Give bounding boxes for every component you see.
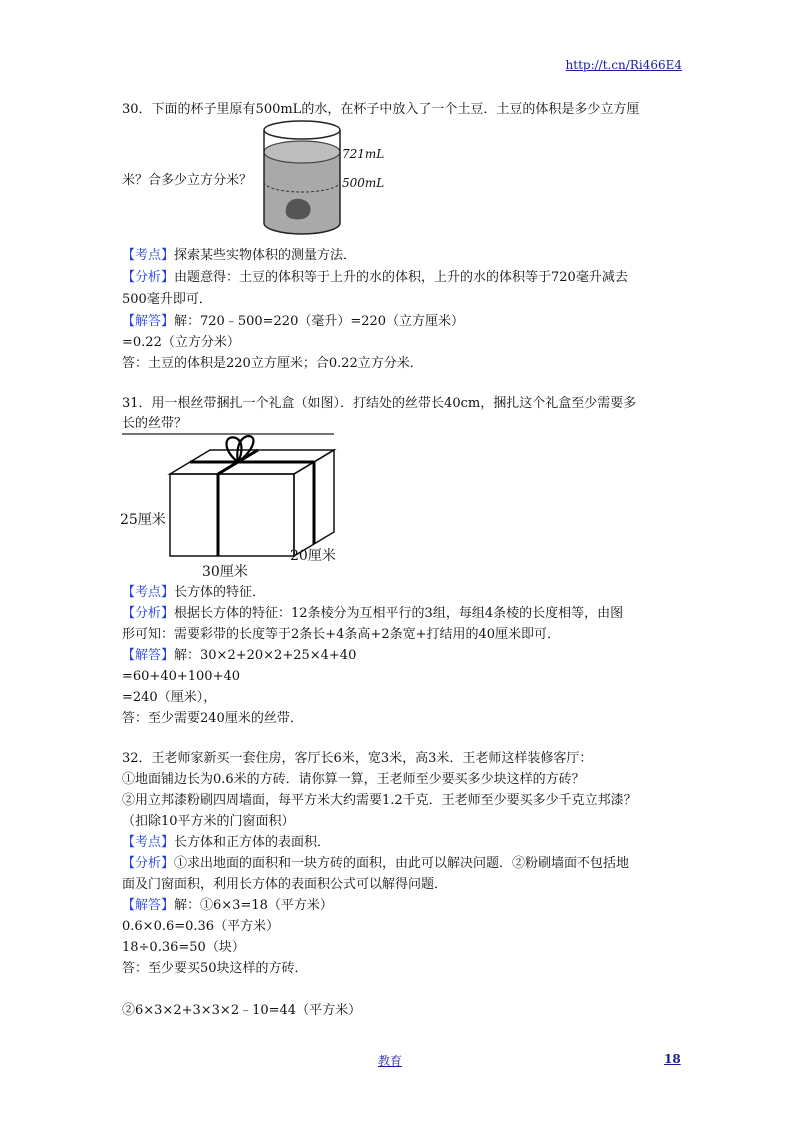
q31-answer: 答：至少需要240厘米的丝带． xyxy=(122,711,303,726)
cup-figure xyxy=(258,118,388,242)
q30-answer: 答：土豆的体积是220立方厘米；合0.22立方分米． xyxy=(122,356,423,371)
jieda-tag: 【解答】 xyxy=(122,898,175,913)
jieda-tag: 【解答】 xyxy=(122,314,175,329)
q31-jieda xyxy=(122,646,356,666)
jieda-text: 解：①6×3=18（平方米） xyxy=(174,898,333,913)
q32-fenxi xyxy=(122,854,629,874)
q32-answer1: 答：至少要买50块这样的方砖． xyxy=(122,961,308,976)
q31-kaodian xyxy=(122,583,265,603)
q32-kaodian xyxy=(122,833,330,853)
cup-rim xyxy=(264,121,340,139)
kaodian-tag: 【考点】 xyxy=(122,248,175,263)
q32-step3: 18÷0.36=50（块） xyxy=(122,940,245,955)
q32-step4: ②6×3×2+3×3×2﹣10=44（平方米） xyxy=(122,1003,362,1018)
q31-question-line2: 长的丝带？ xyxy=(122,416,188,431)
q30-step2: =0.22（立方分米） xyxy=(122,335,240,350)
q32-question-line3: ②用立邦漆粉刷四周墙面，每平方米大约需要1.2千克．王老师至少要买多少千克立邦漆？ xyxy=(122,793,637,808)
footer-link[interactable]: 教育 xyxy=(378,1054,403,1068)
gift-box-figure xyxy=(118,432,348,582)
water-surface xyxy=(264,141,340,163)
q32-question-line4: （扣除10平方米的门窗面积） xyxy=(122,814,295,829)
kaodian-tag: 【考点】 xyxy=(122,585,175,600)
kaodian-text: 长方体和正方体的表面积． xyxy=(174,835,331,850)
q31-step2: =60+40+100+40 xyxy=(122,669,241,684)
q31-step3: =240（厘米）， xyxy=(122,690,217,705)
fenxi-text: 由题意得：土豆的体积等于上升的水的体积，上升的水的体积等于720毫升减去 xyxy=(174,270,628,285)
fenxi-tag: 【分析】 xyxy=(122,270,175,285)
label-height: 25厘米 xyxy=(120,512,166,528)
label-721ml: 721mL xyxy=(342,147,385,161)
page-number: 18 xyxy=(664,1052,681,1066)
jieda-text: 解：720﹣500=220（毫升）=220（立方厘米） xyxy=(174,314,465,329)
q30-fenxi xyxy=(122,268,628,288)
q30-jieda xyxy=(122,312,464,332)
q32-jieda xyxy=(122,896,333,916)
q31-fenxi xyxy=(122,604,623,624)
label-length: 30厘米 xyxy=(202,564,248,580)
kaodian-text: 长方体的特征． xyxy=(174,585,266,600)
fenxi-text: ①求出地面的面积和一块方砖的面积，由此可以解决问题．②粉刷墙面不包括地 xyxy=(174,856,630,871)
jieda-tag: 【解答】 xyxy=(122,648,175,663)
q32-step2: 0.6×0.6=0.36（平方米） xyxy=(122,919,280,934)
potato-shape xyxy=(286,199,311,220)
fenxi-tag: 【分析】 xyxy=(122,856,175,871)
jieda-text: 解：30×2+20×2+25×4+40 xyxy=(174,648,357,663)
q30-fenxi-line2: 500毫升即可． xyxy=(122,292,212,307)
kaodian-tag: 【考点】 xyxy=(122,835,175,850)
cup-water xyxy=(264,152,340,234)
label-width: 20厘米 xyxy=(290,548,336,564)
header-link[interactable]: http://t.cn/Ri466E4 xyxy=(565,58,682,72)
q30-question-line2: 米？合多少立方分米？ xyxy=(122,173,253,188)
q31-fenxi-line2: 形可知：需要彩带的长度等于2条长+4条高+2条宽+打结用的40厘米即可． xyxy=(122,627,561,642)
kaodian-text: 探索某些实物体积的测量方法． xyxy=(174,248,357,263)
q32-fenxi-line2: 面及门窗面积，利用长方体的表面积公式可以解得问题． xyxy=(122,877,448,892)
label-500ml: 500mL xyxy=(342,176,385,190)
q31-question-line1: 31．用一根丝带捆扎一个礼盒（如图）．打结处的丝带长40cm，捆扎这个礼盒至少需要多 xyxy=(122,396,637,411)
fenxi-tag: 【分析】 xyxy=(122,606,175,621)
box-front-face xyxy=(170,474,294,556)
q30-question-line1: 30．下面的杯子里原有500mL的水，在杯子中放入了一个土豆．土豆的体积是多少立方厘 xyxy=(122,102,640,117)
fenxi-text: 根据长方体的特征：12条棱分为互相平行的3组，每组4条棱的长度相等，由图 xyxy=(174,606,624,621)
q32-question-line1: 32．王老师家新买一套住房，客厅长6米，宽3米，高3米．王老师这样装修客厅： xyxy=(122,751,593,766)
q30-kaodian xyxy=(122,246,356,266)
q32-question-line2: ①地面铺边长为0.6米的方砖．请你算一算，王老师至少要买多少块这样的方砖？ xyxy=(122,772,585,787)
